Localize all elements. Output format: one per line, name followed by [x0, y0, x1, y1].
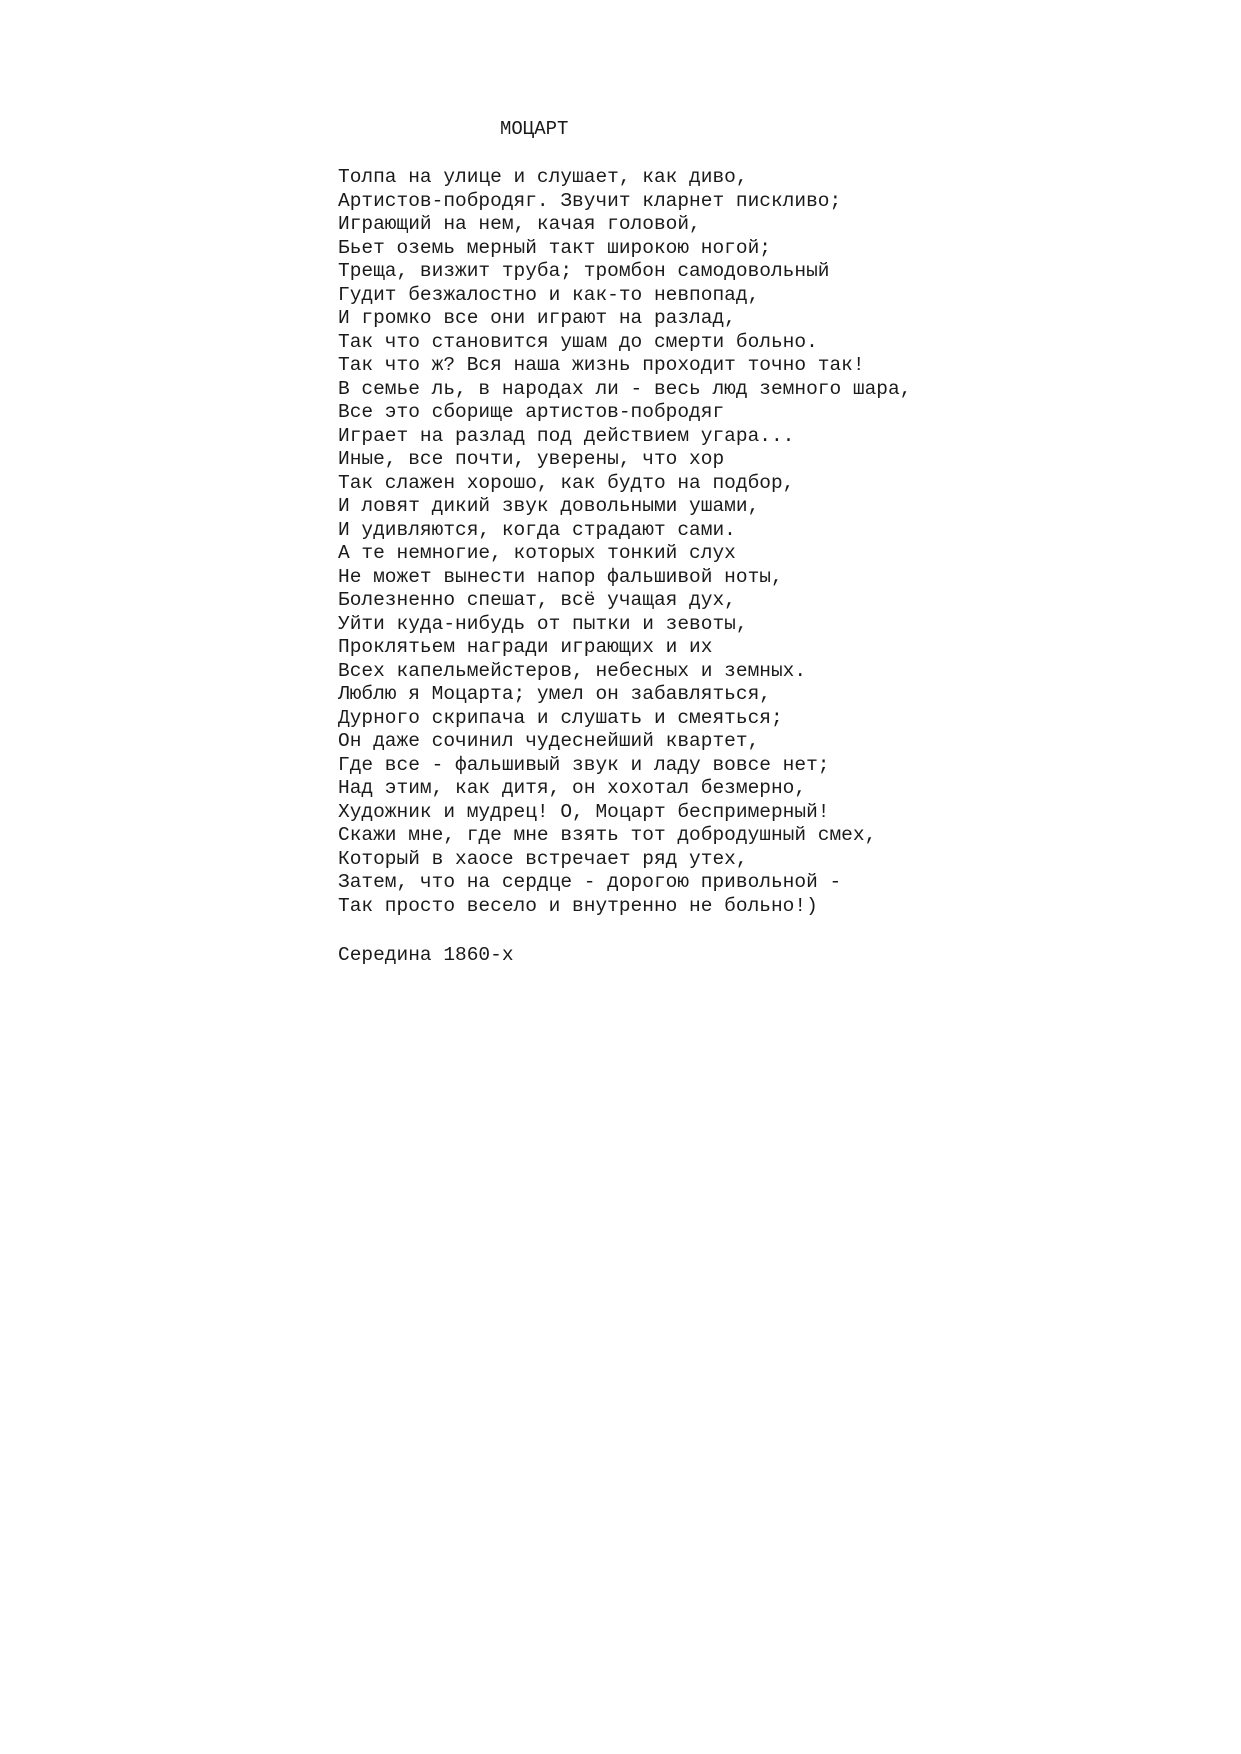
- poem-line: Играющий на нем, качая головой,: [338, 213, 701, 235]
- poem-title: МОЦАРТ: [500, 118, 569, 140]
- poem-line: И громко все они играют на разлад,: [338, 307, 736, 329]
- poem-line: Так просто весело и внутренно не больно!): [338, 894, 818, 917]
- poem-line: Художник и мудрец! О, Моцарт беспримерный!: [338, 800, 830, 823]
- poem-line: Так что ж? Вся наша жизнь проходит точно так!: [338, 354, 865, 376]
- poem-line: Так что становится ушам до смерти больно.: [338, 330, 818, 353]
- poem-line: Проклятьем награди играющих и их: [338, 636, 713, 658]
- poem-line: Скажи мне, где мне взять тот добродушный смех,: [338, 824, 877, 846]
- poem-line: Затем, что на сердце - дорогою привольной -: [338, 871, 842, 893]
- poem-line: Так слажен хорошо, как будто на подбор,: [338, 471, 795, 494]
- poem-body: [338, 166, 911, 918]
- poem-line: Все это сборище артистов-побродяг: [338, 401, 725, 423]
- poem-line: И удивляются, когда страдают сами.: [338, 518, 736, 541]
- poem-line: Болезненно спешат, всё учащая дух,: [338, 589, 736, 611]
- poem-line: Всех капельмейстеров, небесных и земных.: [338, 659, 807, 682]
- poem-line: Иные, все почти, уверены, что хор: [338, 448, 725, 470]
- poem-line: Люблю я Моцарта; умел он забавляться,: [338, 683, 771, 705]
- poem-line: В семье ль, в народах ли - весь люд земного шара,: [338, 377, 912, 400]
- poem-line: Дурного скрипача и слушать и смеяться;: [338, 706, 783, 729]
- poem-line: Не может вынести напор фальшивой ноты,: [338, 565, 783, 588]
- poem-line: А те немногие, которых тонкий слух: [338, 542, 736, 564]
- poem-line: Артистов-побродяг. Звучит кларнет пискливо;: [338, 189, 842, 212]
- poem-line: Над этим, как дитя, он хохотал безмерно,: [338, 777, 807, 799]
- poem-line: Гудит безжалостно и как-то невпопад,: [338, 283, 760, 306]
- poem-line: Треща, визжит труба; тромбон самодовольный: [338, 260, 830, 282]
- poem-line: Который в хаосе встречает ряд утех,: [338, 847, 748, 870]
- poem-line: Бьет оземь мерный такт широкою ногой;: [338, 236, 771, 259]
- poem-line: Уйти куда-нибудь от пытки и зевоты,: [338, 612, 748, 635]
- poem-line: Толпа на улице и слушает, как диво,: [338, 166, 748, 188]
- poem-line: Играет на разлад под действием угара...: [338, 424, 795, 447]
- poem-line: Где все - фальшивый звук и ладу вовсе нет;: [338, 753, 830, 776]
- poem-line: Он даже сочинил чудеснейший квартет,: [338, 730, 760, 752]
- poem-line: И ловят дикий звук довольными ушами,: [338, 495, 760, 517]
- poem-date: Середина 1860-х: [338, 944, 514, 966]
